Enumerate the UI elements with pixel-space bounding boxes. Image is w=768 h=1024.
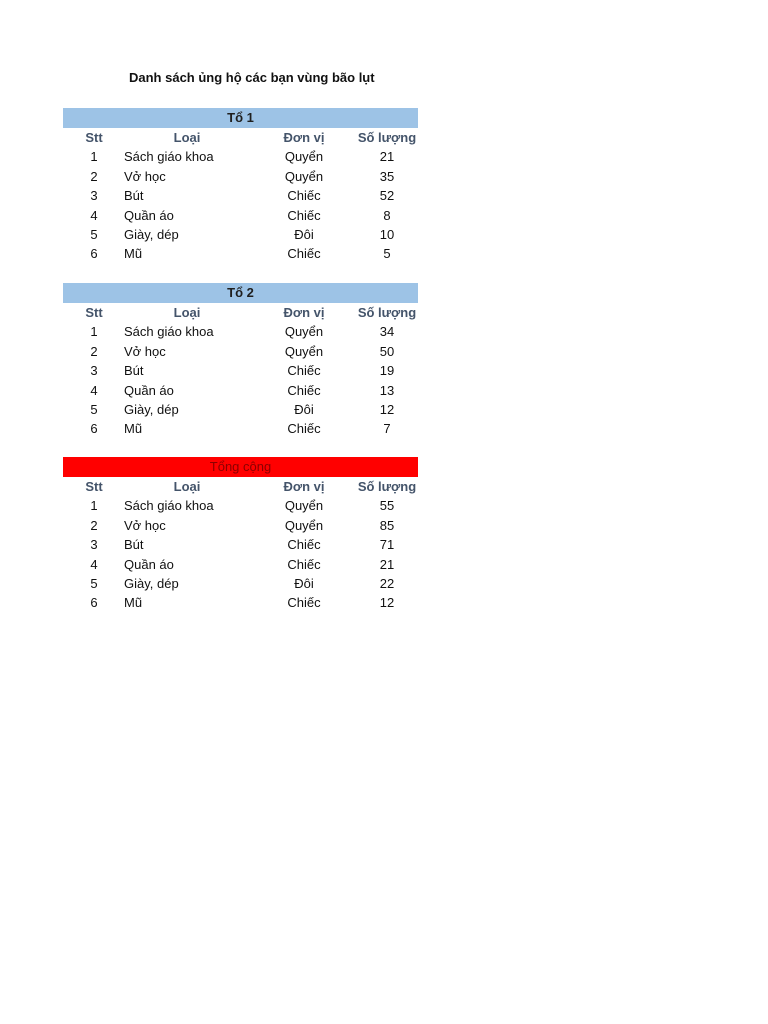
cell-loai: Quần áo [124, 556, 174, 572]
cell-stt: 3 [90, 188, 98, 204]
cell-don-vi: Quyển [284, 498, 324, 514]
cell-loai: Sách giáo khoa [124, 149, 214, 165]
table-row [63, 496, 418, 515]
cell-loai: Vở học [124, 343, 166, 359]
cell-so-luong: 22 [379, 575, 395, 591]
table-row [63, 322, 418, 341]
cell-loai: Quần áo [124, 382, 174, 398]
cell-so-luong: 5 [383, 246, 391, 262]
cell-stt: 5 [90, 575, 98, 591]
cell-loai: Vở học [124, 168, 166, 184]
cell-don-vi: Chiếc [287, 382, 321, 398]
cell-stt: 5 [90, 226, 98, 242]
column-header-loai: Loại [173, 130, 201, 145]
section-header: Tổ 2 [63, 283, 418, 303]
cell-don-vi: Chiếc [287, 246, 321, 262]
section-header: Tổ 1 [63, 108, 418, 128]
table-row [63, 186, 418, 205]
section-table [63, 108, 418, 264]
cell-stt: 1 [90, 498, 98, 514]
table-row [63, 147, 418, 166]
cell-don-vi: Chiếc [287, 537, 321, 553]
cell-so-luong: 34 [379, 324, 395, 340]
column-header-so-luong: Số lượng [357, 305, 417, 320]
cell-don-vi: Quyển [284, 517, 324, 533]
cell-loai: Mũ [124, 421, 143, 437]
cell-loai: Mũ [124, 595, 143, 611]
table-row [63, 574, 418, 593]
cell-so-luong: 19 [379, 363, 395, 379]
cell-stt: 3 [90, 537, 98, 553]
cell-don-vi: Chiếc [287, 556, 321, 572]
column-header-so-luong: Số lượng [357, 479, 417, 494]
column-header-don-vi: Đơn vị [283, 130, 325, 145]
cell-loai: Quần áo [124, 207, 174, 223]
column-header-so-luong: Số lượng [357, 130, 417, 145]
cell-so-luong: 13 [379, 382, 395, 398]
cell-so-luong: 71 [379, 537, 395, 553]
cell-loai: Bút [124, 188, 144, 204]
cell-stt: 4 [90, 207, 98, 223]
table-row [63, 555, 418, 574]
cell-don-vi: Chiếc [287, 363, 321, 379]
column-header-stt: Stt [85, 130, 103, 145]
cell-so-luong: 10 [379, 226, 395, 242]
cell-loai: Giày, dép [124, 575, 179, 591]
cell-loai: Bút [124, 363, 144, 379]
page-title: Danh sách ủng hộ các bạn vùng bão lụt [129, 70, 375, 85]
section-table [63, 283, 418, 439]
cell-stt: 2 [90, 517, 98, 533]
cell-loai: Sách giáo khoa [124, 324, 214, 340]
table-row [63, 244, 418, 263]
cell-so-luong: 52 [379, 188, 395, 204]
section-table [63, 457, 418, 613]
cell-loai: Giày, dép [124, 226, 179, 242]
table-row [63, 225, 418, 244]
cell-stt: 2 [90, 343, 98, 359]
cell-loai: Mũ [124, 246, 143, 262]
column-header-stt: Stt [85, 305, 103, 320]
cell-stt: 1 [90, 149, 98, 165]
column-header-don-vi: Đơn vị [283, 479, 325, 494]
cell-don-vi: Đôi [294, 401, 314, 417]
table-row [63, 206, 418, 225]
cell-so-luong: 12 [379, 401, 395, 417]
table-row [63, 419, 418, 438]
cell-don-vi: Quyển [284, 324, 324, 340]
cell-loai: Giày, dép [124, 401, 179, 417]
cell-don-vi: Đôi [294, 226, 314, 242]
table-row [63, 342, 418, 361]
cell-stt: 3 [90, 363, 98, 379]
table-row [63, 167, 418, 186]
column-header-row [63, 477, 418, 496]
cell-stt: 5 [90, 401, 98, 417]
cell-don-vi: Đôi [294, 575, 314, 591]
cell-loai: Bút [124, 537, 144, 553]
cell-so-luong: 8 [383, 207, 391, 223]
cell-so-luong: 21 [379, 556, 395, 572]
cell-loai: Vở học [124, 517, 166, 533]
table-row [63, 593, 418, 612]
cell-so-luong: 21 [379, 149, 395, 165]
cell-stt: 6 [90, 595, 98, 611]
cell-so-luong: 50 [379, 343, 395, 359]
table-row [63, 516, 418, 535]
cell-stt: 4 [90, 382, 98, 398]
cell-stt: 6 [90, 421, 98, 437]
column-header-row [63, 128, 418, 147]
cell-so-luong: 85 [379, 517, 395, 533]
cell-so-luong: 7 [383, 421, 391, 437]
column-header-loai: Loại [173, 305, 201, 320]
table-row [63, 381, 418, 400]
section-header: Tổng cộng [63, 457, 418, 477]
cell-so-luong: 12 [379, 595, 395, 611]
cell-don-vi: Chiếc [287, 595, 321, 611]
cell-loai: Sách giáo khoa [124, 498, 214, 514]
cell-stt: 4 [90, 556, 98, 572]
table-row [63, 361, 418, 380]
table-row [63, 400, 418, 419]
column-header-row [63, 303, 418, 322]
cell-stt: 2 [90, 168, 98, 184]
column-header-don-vi: Đơn vị [283, 305, 325, 320]
cell-stt: 1 [90, 324, 98, 340]
table-row [63, 535, 418, 554]
cell-don-vi: Quyển [284, 343, 324, 359]
column-header-loai: Loại [173, 479, 201, 494]
cell-don-vi: Chiếc [287, 188, 321, 204]
cell-so-luong: 55 [379, 498, 395, 514]
cell-don-vi: Quyển [284, 168, 324, 184]
cell-don-vi: Chiếc [287, 207, 321, 223]
cell-don-vi: Quyển [284, 149, 324, 165]
column-header-stt: Stt [85, 479, 103, 494]
cell-stt: 6 [90, 246, 98, 262]
cell-don-vi: Chiếc [287, 421, 321, 437]
cell-so-luong: 35 [379, 168, 395, 184]
